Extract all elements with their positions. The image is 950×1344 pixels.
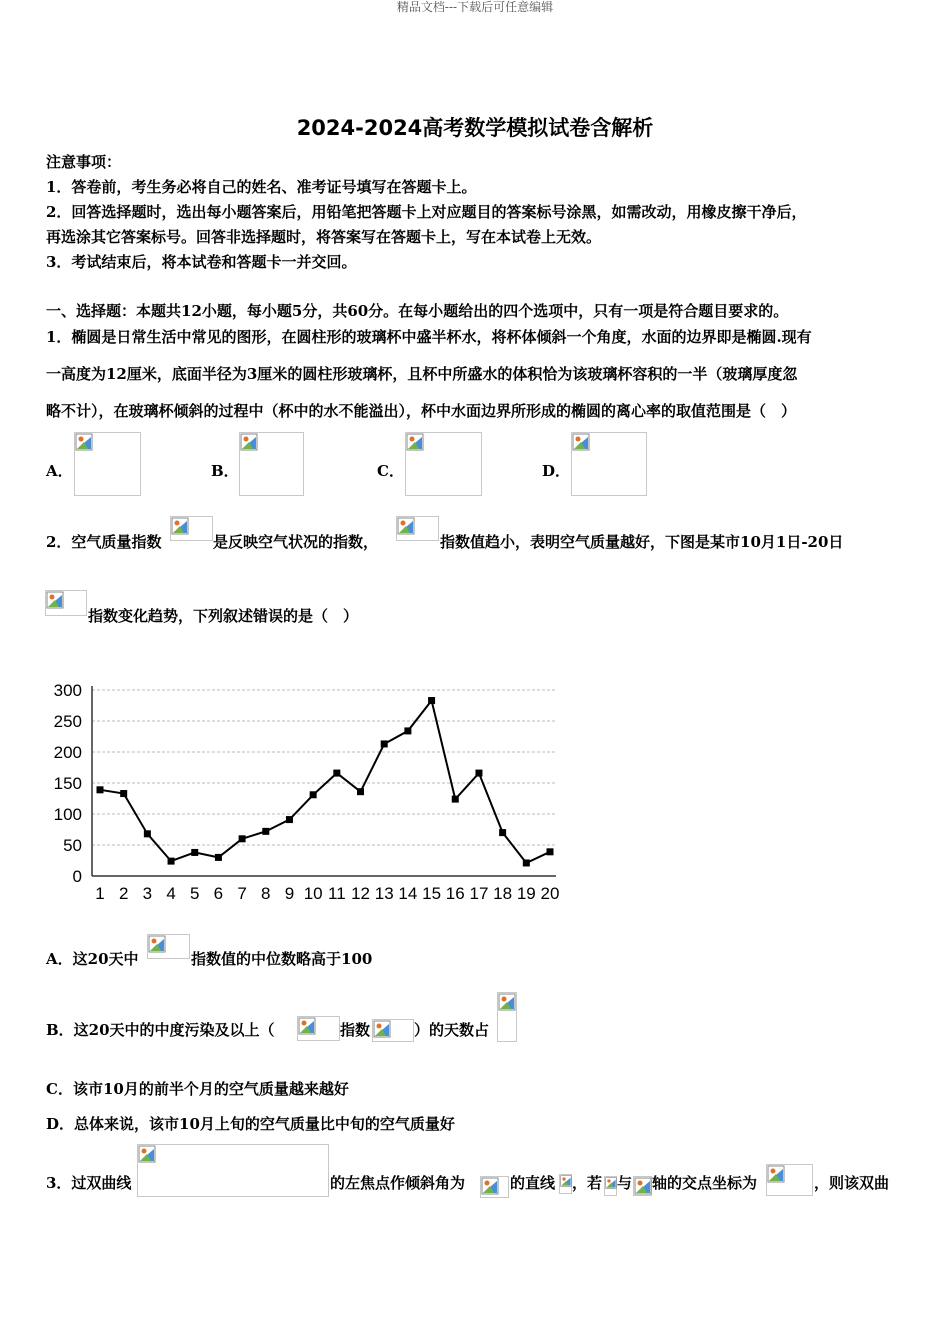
data-point bbox=[333, 770, 340, 777]
q2-option-a-text: A．这20天中 bbox=[46, 950, 139, 968]
q3-text-2: 的左焦点作倾斜角为 bbox=[330, 1174, 466, 1192]
q1-line-1: 1．椭圆是日常生活中常见的图形，在圆柱形的玻璃杯中盛半杯水，将杯体倾斜一个角度，水面的边界即是椭圆.现有 bbox=[46, 328, 812, 346]
q3-line-l-image bbox=[559, 1174, 572, 1194]
x-tick-label: 3 bbox=[142, 884, 153, 903]
notice-item-2: 2．回答选择题时，选出每小题答案后，用铅笔把答题卡上对应题目的答案标号涂黑，如需改动，用橡皮擦干净后， bbox=[46, 203, 807, 221]
q1-option-c-image bbox=[405, 432, 482, 496]
data-point bbox=[144, 830, 151, 837]
x-tick-label: 11 bbox=[328, 884, 346, 903]
x-tick-label: 7 bbox=[237, 884, 247, 903]
q3-text-3: 的直线 bbox=[510, 1174, 556, 1192]
q2-inline-image-aqi-2 bbox=[396, 516, 439, 541]
x-tick-label: 8 bbox=[261, 884, 271, 903]
data-point bbox=[215, 854, 222, 861]
q3-line-l-image-2 bbox=[604, 1176, 617, 1196]
q2-text-1: 2．空气质量指数 bbox=[46, 533, 162, 551]
x-tick-label: 19 bbox=[516, 884, 536, 903]
q1-option-d-label: D． bbox=[542, 462, 571, 480]
x-tick-label: 17 bbox=[469, 884, 489, 903]
q2-option-b-text: B．这20天中的中度污染及以上（ bbox=[46, 1021, 275, 1039]
y-tick-label: 200 bbox=[53, 743, 82, 762]
data-point bbox=[404, 727, 411, 734]
q1-option-c-label: C． bbox=[377, 462, 404, 480]
y-tick-label: 150 bbox=[53, 774, 82, 793]
page-header: 精品文档---下载后可任意编辑 bbox=[396, 0, 554, 14]
x-tick-label: 16 bbox=[445, 884, 465, 903]
q2-inline-image-aqi bbox=[170, 516, 213, 541]
q2-option-b-image-1 bbox=[297, 1016, 340, 1041]
data-point bbox=[523, 859, 530, 866]
data-point bbox=[97, 786, 104, 793]
data-point bbox=[428, 697, 435, 704]
data-point bbox=[239, 835, 246, 842]
x-tick-label: 15 bbox=[422, 884, 442, 903]
section-heading: 一、选择题：本题共12小题，每小题5分，共60分。在每小题给出的四个选项中，只有一项是符合题目要求的。 bbox=[46, 302, 789, 320]
q2-text-4: 指数变化趋势，下列叙述错误的是（ ） bbox=[88, 607, 359, 625]
q1-line-3: 略不计），在玻璃杯倾斜的过程中（杯中的水不能溢出），杯中水面边界所形成的椭圆的离心率的取值范围是（ ） bbox=[46, 402, 797, 420]
x-tick-label: 9 bbox=[284, 884, 295, 903]
x-tick-label: 12 bbox=[351, 884, 370, 903]
aqi-line-chart bbox=[40, 676, 570, 908]
data-point bbox=[310, 791, 317, 798]
q3-angle-image bbox=[480, 1176, 509, 1198]
x-tick-label: 2 bbox=[118, 884, 129, 903]
q2-option-a-text-2: 指数值的中位数略高于100 bbox=[191, 950, 373, 968]
y-tick-label: 250 bbox=[53, 712, 82, 731]
data-point bbox=[381, 740, 388, 747]
q2-option-a-image bbox=[147, 934, 190, 959]
notice-item-2-cont: 再选涂其它答案标号。回答非选择题时，将答案写在答题卡上，写在本试卷上无效。 bbox=[46, 228, 602, 246]
y-tick-label: 100 bbox=[53, 805, 82, 824]
q2-text-3: 指数值趋小，表明空气质量越好，下图是某市10月1日-20日 bbox=[440, 533, 844, 551]
data-point bbox=[120, 790, 127, 797]
x-tick-label: 13 bbox=[374, 884, 394, 903]
x-tick-label: 18 bbox=[493, 884, 513, 903]
q2-inline-image-aqi-3 bbox=[45, 590, 87, 616]
aqi-series-line bbox=[100, 701, 550, 863]
q1-option-b-label: B． bbox=[211, 462, 239, 480]
q2-option-d-text: D．总体来说，该市10月上旬的空气质量比中旬的空气质量好 bbox=[46, 1115, 455, 1133]
q2-option-c-text: C．该市10月的前半个月的空气质量越来越好 bbox=[46, 1080, 349, 1098]
q3-text-4: ，若 bbox=[572, 1174, 603, 1192]
q2-text-2: 是反映空气状况的指数， bbox=[213, 533, 379, 551]
notice-item-1: 1．答卷前，考生务必将自己的姓名、准考证号填写在答题卡上。 bbox=[46, 178, 477, 196]
q1-option-a-label: A． bbox=[46, 462, 73, 480]
q2-option-b-image-2 bbox=[372, 1019, 414, 1042]
q3-text-5: 与 bbox=[617, 1174, 633, 1192]
data-point bbox=[452, 796, 459, 803]
x-tick-label: 20 bbox=[540, 884, 560, 903]
notice-heading: 注意事项： bbox=[46, 153, 122, 171]
data-point bbox=[191, 849, 198, 856]
notice-item-3: 3．考试结束后，将本试卷和答题卡一并交回。 bbox=[46, 253, 357, 271]
x-tick-label: 4 bbox=[166, 884, 176, 903]
data-point bbox=[499, 829, 506, 836]
q1-option-b-image bbox=[239, 432, 304, 496]
q2-option-b-text-2: 指数 bbox=[340, 1021, 371, 1039]
q2-option-b-text-3: ）的天数占 bbox=[414, 1021, 490, 1039]
q2-option-b-fraction-image bbox=[497, 992, 517, 1042]
q1-option-d-image bbox=[571, 432, 647, 496]
q1-option-a-image bbox=[74, 432, 141, 496]
q3-axis-image bbox=[633, 1176, 652, 1196]
q3-hyperbola-equation-image bbox=[137, 1144, 329, 1197]
y-tick-label: 0 bbox=[72, 867, 82, 886]
data-point bbox=[475, 770, 482, 777]
x-tick-label: 10 bbox=[303, 884, 323, 903]
q1-line-2: 一高度为12厘米，底面半径为3厘米的圆柱形玻璃杯，且杯中所盛水的体积恰为该玻璃杯容积的一半（玻璃厚度忽 bbox=[46, 365, 798, 383]
q3-text-6: 轴的交点坐标为 bbox=[652, 1174, 758, 1192]
q3-coordinate-image bbox=[766, 1164, 813, 1196]
y-tick-label: 300 bbox=[53, 681, 82, 700]
q3-text-1: 3．过双曲线 bbox=[46, 1174, 132, 1192]
x-tick-label: 14 bbox=[398, 884, 418, 903]
data-point bbox=[262, 828, 269, 835]
x-tick-label: 6 bbox=[213, 884, 224, 903]
q3-text-7: ，则该双曲 bbox=[814, 1174, 890, 1192]
x-tick-label: 1 bbox=[95, 884, 105, 903]
data-point bbox=[168, 858, 175, 865]
x-tick-label: 5 bbox=[190, 884, 200, 903]
data-point bbox=[357, 788, 364, 795]
y-tick-label: 50 bbox=[63, 836, 82, 855]
data-point bbox=[286, 816, 293, 823]
data-point bbox=[547, 848, 554, 855]
paper-title: 2024-2024高考数学模拟试卷含解析 bbox=[296, 116, 654, 140]
